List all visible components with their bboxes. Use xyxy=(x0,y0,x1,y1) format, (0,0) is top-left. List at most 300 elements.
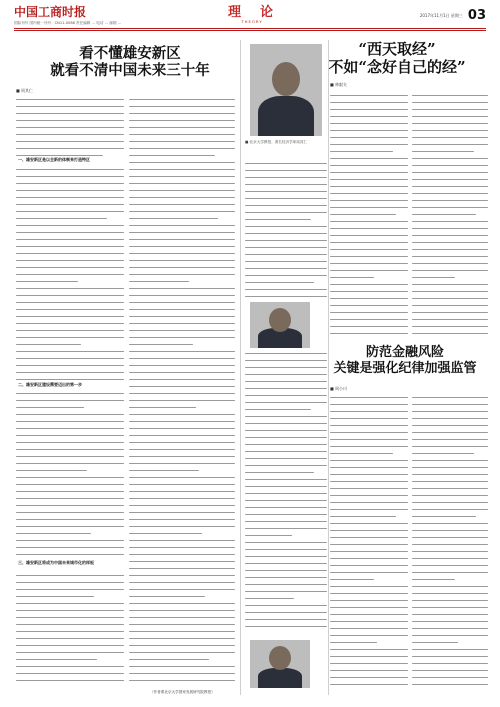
article-2-headline xyxy=(312,40,482,76)
text-line xyxy=(245,230,327,237)
article-3-title-line1: 防范金融风险 xyxy=(365,345,444,360)
text-line xyxy=(412,190,488,197)
text-line xyxy=(330,309,408,316)
text-line xyxy=(412,583,488,590)
text-line xyxy=(129,635,235,642)
text-line xyxy=(129,551,235,558)
text-line xyxy=(245,181,327,188)
text-line xyxy=(245,420,327,427)
text-line xyxy=(330,281,408,288)
text-line xyxy=(16,628,124,635)
text-line xyxy=(129,425,235,432)
text-line xyxy=(16,180,124,187)
text-line xyxy=(412,141,488,148)
text-line xyxy=(16,348,124,355)
article-1-column-2 xyxy=(129,96,235,686)
text-line xyxy=(330,169,408,176)
text-line xyxy=(330,485,408,492)
text-line xyxy=(16,327,124,334)
text-line xyxy=(16,257,124,264)
text-line xyxy=(330,674,408,681)
text-line xyxy=(412,632,488,639)
text-line xyxy=(129,530,235,537)
text-line xyxy=(412,555,488,562)
text-line xyxy=(245,546,327,553)
author-footnote: （作者系北京大学国家发展研究院教授） xyxy=(150,690,215,694)
text-line xyxy=(330,260,408,267)
text-line xyxy=(129,628,235,635)
article-1-subhead-2: 二、雄安新区建设需要迈出的第一步 xyxy=(18,382,82,387)
text-line xyxy=(16,320,124,327)
text-line xyxy=(16,607,124,614)
text-line xyxy=(245,455,327,462)
text-line xyxy=(330,401,408,408)
text-line xyxy=(129,663,235,670)
text-line xyxy=(245,623,327,630)
text-line xyxy=(16,208,124,215)
text-line xyxy=(330,429,408,436)
text-line xyxy=(412,239,488,246)
text-line xyxy=(16,376,124,383)
text-line xyxy=(330,197,408,204)
text-line xyxy=(330,225,408,232)
text-line xyxy=(330,555,408,562)
column-divider xyxy=(328,40,329,695)
text-line xyxy=(245,223,327,230)
text-line xyxy=(16,292,124,299)
text-line xyxy=(129,187,235,194)
text-line xyxy=(16,278,124,285)
masthead xyxy=(0,0,500,30)
text-line xyxy=(412,281,488,288)
text-line xyxy=(412,611,488,618)
text-line xyxy=(330,632,408,639)
text-line xyxy=(16,250,124,257)
text-line xyxy=(412,176,488,183)
text-line xyxy=(412,464,488,471)
text-line xyxy=(412,169,488,176)
text-line xyxy=(16,215,124,222)
text-line xyxy=(412,681,488,688)
text-line xyxy=(245,286,327,293)
text-line xyxy=(330,394,408,401)
text-line xyxy=(16,285,124,292)
text-line xyxy=(129,117,235,124)
text-line xyxy=(245,406,327,413)
text-line xyxy=(245,511,327,518)
text-line xyxy=(412,127,488,134)
text-line xyxy=(412,99,488,106)
text-line xyxy=(129,502,235,509)
text-line xyxy=(16,145,124,152)
text-line xyxy=(129,250,235,257)
text-line xyxy=(330,415,408,422)
text-line xyxy=(129,621,235,628)
text-line xyxy=(412,653,488,660)
article-1-byline: ■ 周其仁 xyxy=(16,88,34,93)
paper-name: 中国工商时报 xyxy=(14,5,87,19)
text-line xyxy=(330,302,408,309)
section-title: 理 论 xyxy=(228,5,277,20)
text-line xyxy=(129,607,235,614)
article-3-column-1 xyxy=(330,394,408,694)
text-line xyxy=(412,492,488,499)
article-1-headline xyxy=(40,45,220,80)
text-line xyxy=(129,572,235,579)
text-line xyxy=(16,194,124,201)
text-line xyxy=(412,485,488,492)
text-line xyxy=(412,274,488,281)
text-line xyxy=(16,635,124,642)
text-line xyxy=(16,306,124,313)
text-line xyxy=(245,518,327,525)
text-line xyxy=(330,267,408,274)
text-line xyxy=(245,357,327,364)
text-line xyxy=(412,288,488,295)
text-line xyxy=(129,355,235,362)
article-2-title-line2: 不如“念好自己的经” xyxy=(328,58,466,76)
text-line xyxy=(129,509,235,516)
text-line xyxy=(412,106,488,113)
text-line xyxy=(412,639,488,646)
text-line xyxy=(129,278,235,285)
masthead-rule-thin xyxy=(14,30,486,31)
text-line xyxy=(129,460,235,467)
text-line xyxy=(245,371,327,378)
text-line xyxy=(412,422,488,429)
text-line xyxy=(129,677,235,684)
text-line xyxy=(412,113,488,120)
text-line xyxy=(412,148,488,155)
text-line xyxy=(16,663,124,670)
text-line xyxy=(16,201,124,208)
article-3-title-line2: 关键是强化纪律加强监管 xyxy=(333,360,477,376)
text-line xyxy=(16,131,124,138)
text-line xyxy=(245,609,327,616)
text-line xyxy=(16,271,124,278)
text-line xyxy=(412,394,488,401)
text-line xyxy=(129,495,235,502)
text-line xyxy=(16,418,124,425)
text-line xyxy=(412,541,488,548)
text-line xyxy=(412,562,488,569)
text-line xyxy=(330,141,408,148)
text-line xyxy=(412,302,488,309)
text-line xyxy=(245,539,327,546)
text-line xyxy=(129,124,235,131)
text-line xyxy=(245,160,327,167)
text-line xyxy=(129,138,235,145)
article-1-title-line2: 就看不清中国未来三十年 xyxy=(50,62,210,80)
text-line xyxy=(16,243,124,250)
text-line xyxy=(412,667,488,674)
text-line xyxy=(330,106,408,113)
text-line xyxy=(245,581,327,588)
text-line xyxy=(129,299,235,306)
article-1-column-3-bottom xyxy=(245,350,327,635)
text-line xyxy=(330,499,408,506)
text-line xyxy=(330,667,408,674)
text-line xyxy=(16,390,124,397)
text-line xyxy=(330,681,408,688)
text-line xyxy=(330,653,408,660)
text-line xyxy=(129,362,235,369)
issue-date: 2017年11月1日 星期三 xyxy=(419,12,463,18)
text-line xyxy=(129,341,235,348)
text-line xyxy=(412,267,488,274)
text-line xyxy=(129,467,235,474)
text-line xyxy=(129,327,235,334)
text-line xyxy=(245,532,327,539)
text-line xyxy=(16,439,124,446)
text-line xyxy=(330,218,408,225)
text-line xyxy=(412,120,488,127)
text-line xyxy=(412,478,488,485)
text-line xyxy=(129,110,235,117)
text-line xyxy=(330,569,408,576)
text-line xyxy=(245,216,327,223)
text-line xyxy=(412,408,488,415)
text-line xyxy=(129,376,235,383)
text-line xyxy=(16,152,124,159)
text-line xyxy=(245,251,327,258)
text-line xyxy=(245,567,327,574)
text-line xyxy=(129,194,235,201)
text-line xyxy=(245,413,327,420)
text-line xyxy=(245,616,327,623)
text-line xyxy=(245,392,327,399)
text-line xyxy=(16,523,124,530)
text-line xyxy=(245,364,327,371)
text-line xyxy=(16,355,124,362)
text-line xyxy=(330,618,408,625)
text-line xyxy=(412,197,488,204)
text-line xyxy=(330,253,408,260)
text-line xyxy=(129,306,235,313)
text-line xyxy=(245,441,327,448)
text-line xyxy=(330,562,408,569)
text-line xyxy=(16,369,124,376)
text-line xyxy=(330,639,408,646)
text-line xyxy=(129,614,235,621)
text-line xyxy=(412,499,488,506)
text-line xyxy=(330,646,408,653)
text-line xyxy=(16,600,124,607)
column-divider xyxy=(240,40,241,695)
portrait-photo-1 xyxy=(250,44,322,136)
text-line xyxy=(129,257,235,264)
text-line xyxy=(330,295,408,302)
text-line xyxy=(16,222,124,229)
text-line xyxy=(330,155,408,162)
text-line xyxy=(412,646,488,653)
text-line xyxy=(16,670,124,677)
text-line xyxy=(16,341,124,348)
text-line xyxy=(245,595,327,602)
text-line xyxy=(16,103,124,110)
text-line xyxy=(129,656,235,663)
text-line xyxy=(330,583,408,590)
text-line xyxy=(330,113,408,120)
paper-info: 国际刊号 国内统一刊号：CN11-0088 责任编辑 … 电话 … 邮箱 … xyxy=(14,21,122,25)
text-line xyxy=(245,483,327,490)
text-line xyxy=(129,586,235,593)
text-line xyxy=(330,660,408,667)
text-line xyxy=(129,96,235,103)
text-line xyxy=(412,330,488,337)
text-line xyxy=(16,411,124,418)
text-line xyxy=(129,180,235,187)
text-line xyxy=(129,488,235,495)
text-line xyxy=(129,544,235,551)
text-line xyxy=(412,506,488,513)
text-line xyxy=(330,127,408,134)
text-line xyxy=(129,390,235,397)
page-number: 03 xyxy=(467,8,486,23)
text-line xyxy=(129,173,235,180)
text-line xyxy=(412,260,488,267)
masthead-rule xyxy=(14,28,486,29)
text-line xyxy=(412,674,488,681)
text-line xyxy=(16,509,124,516)
text-line xyxy=(245,167,327,174)
text-line xyxy=(330,436,408,443)
text-line xyxy=(412,295,488,302)
text-line xyxy=(129,439,235,446)
text-line xyxy=(129,523,235,530)
text-line xyxy=(245,588,327,595)
text-line xyxy=(245,560,327,567)
text-line xyxy=(412,513,488,520)
text-line xyxy=(330,576,408,583)
text-line xyxy=(129,579,235,586)
text-line xyxy=(245,504,327,511)
text-line xyxy=(16,593,124,600)
text-line xyxy=(16,467,124,474)
text-line xyxy=(16,334,124,341)
masthead-right xyxy=(420,8,486,23)
text-line xyxy=(245,490,327,497)
text-line xyxy=(129,404,235,411)
text-line xyxy=(412,246,488,253)
text-line xyxy=(412,527,488,534)
portrait-photo-3 xyxy=(250,640,310,688)
section-label xyxy=(228,6,276,24)
text-line xyxy=(245,209,327,216)
text-line xyxy=(412,253,488,260)
text-line xyxy=(330,232,408,239)
text-line xyxy=(330,450,408,457)
text-line xyxy=(16,656,124,663)
article-1-subhead-3: 三、雄安新区将成为中国未来城市化的样板 xyxy=(18,560,94,565)
text-line xyxy=(129,166,235,173)
text-line xyxy=(412,534,488,541)
text-line xyxy=(129,565,235,572)
text-line xyxy=(129,481,235,488)
text-line xyxy=(129,215,235,222)
text-line xyxy=(16,159,124,166)
text-line xyxy=(16,299,124,306)
portrait-photo-2 xyxy=(250,302,310,348)
text-line xyxy=(16,362,124,369)
text-line xyxy=(330,204,408,211)
text-line xyxy=(129,285,235,292)
text-line xyxy=(412,232,488,239)
text-line xyxy=(16,96,124,103)
text-line xyxy=(129,313,235,320)
text-line xyxy=(330,176,408,183)
text-line xyxy=(245,462,327,469)
text-line xyxy=(16,565,124,572)
text-line xyxy=(129,229,235,236)
text-line xyxy=(245,258,327,265)
text-line xyxy=(330,541,408,548)
article-3-byline: ■ 周小川 xyxy=(330,386,348,391)
text-line xyxy=(245,427,327,434)
text-line xyxy=(129,103,235,110)
text-line xyxy=(16,642,124,649)
text-line xyxy=(412,548,488,555)
text-line xyxy=(412,134,488,141)
text-line xyxy=(330,239,408,246)
article-2-title-line1: “西天取经” xyxy=(358,40,436,58)
text-line xyxy=(245,574,327,581)
article-1-column-3-top xyxy=(245,160,327,300)
text-line xyxy=(129,334,235,341)
text-line xyxy=(16,649,124,656)
text-line xyxy=(330,513,408,520)
text-line xyxy=(330,548,408,555)
text-line xyxy=(330,604,408,611)
text-line xyxy=(129,446,235,453)
text-line xyxy=(16,425,124,432)
text-line xyxy=(16,530,124,537)
text-line xyxy=(129,243,235,250)
text-line xyxy=(129,152,235,159)
text-line xyxy=(412,604,488,611)
text-line xyxy=(245,602,327,609)
text-line xyxy=(245,469,327,476)
text-line xyxy=(245,244,327,251)
text-line xyxy=(412,660,488,667)
text-line xyxy=(16,558,124,565)
text-line xyxy=(330,134,408,141)
text-line xyxy=(245,385,327,392)
text-line xyxy=(16,460,124,467)
text-line xyxy=(129,131,235,138)
text-line xyxy=(245,272,327,279)
text-line xyxy=(245,279,327,286)
text-line xyxy=(129,271,235,278)
text-line xyxy=(330,471,408,478)
text-line xyxy=(412,401,488,408)
text-line xyxy=(330,316,408,323)
text-line xyxy=(412,155,488,162)
text-line xyxy=(16,138,124,145)
text-line xyxy=(129,432,235,439)
text-line xyxy=(245,350,327,357)
text-line xyxy=(412,569,488,576)
text-line xyxy=(330,274,408,281)
text-line xyxy=(330,323,408,330)
text-line xyxy=(330,625,408,632)
text-line xyxy=(129,348,235,355)
text-line xyxy=(129,397,235,404)
text-line xyxy=(245,399,327,406)
text-line xyxy=(129,222,235,229)
text-line xyxy=(245,174,327,181)
masthead-left xyxy=(14,6,121,26)
